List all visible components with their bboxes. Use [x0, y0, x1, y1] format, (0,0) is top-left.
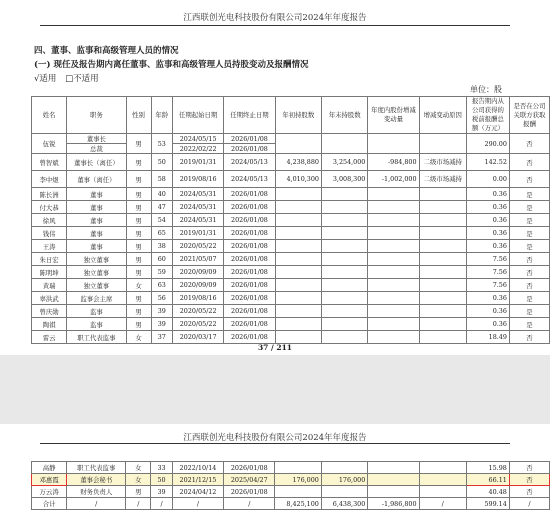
pay-cell: 0.36 — [467, 292, 510, 305]
end-date-cell: 2026/01/08 — [224, 214, 275, 227]
pay-cell: 7.56 — [467, 279, 510, 292]
role-cell: 独立董事 — [67, 253, 126, 266]
sex-cell: 女 — [126, 474, 151, 486]
end-shares-cell: 3,254,000 — [322, 154, 368, 171]
name-cell: 曾智斌 — [32, 154, 67, 171]
sex-cell: 男 — [126, 134, 151, 154]
pay-cell: 599.14 — [466, 498, 509, 510]
shareholding-table — [31, 96, 550, 344]
end-date-cell: 2026/01/08 — [224, 305, 275, 318]
share-change-cell — [368, 279, 419, 292]
change-reason-cell — [419, 486, 466, 498]
table-row — [32, 292, 550, 305]
age-cell: 54 — [151, 214, 172, 227]
applicability-options — [34, 72, 99, 84]
name-cell: 万云涛 — [32, 486, 67, 498]
end-shares-cell — [322, 253, 368, 266]
column-header: 增减变动原因 — [419, 97, 466, 134]
column-header: 性别 — [126, 97, 151, 134]
change-reason-cell — [419, 462, 466, 474]
end-shares-cell — [322, 201, 368, 214]
header-rule — [40, 25, 510, 26]
change-reason-cell — [419, 227, 466, 240]
related-pay-cell: 否 — [509, 486, 549, 498]
start-date-cell: 2024/05/31 — [172, 188, 223, 201]
table-header-row — [32, 97, 550, 134]
end-date-cell: 2024/05/13 — [224, 171, 275, 188]
table-row — [32, 266, 550, 279]
end-shares-cell — [322, 331, 368, 344]
end-date-cell: 2026/01/08 — [224, 292, 275, 305]
end-shares-cell — [322, 240, 368, 253]
end-date-cell: 2026/01/08 — [224, 486, 275, 498]
start-shares-cell — [275, 253, 321, 266]
end-date-cell: 2026/01/08 — [224, 134, 275, 144]
table-row — [32, 498, 550, 510]
table-row — [32, 305, 550, 318]
pay-cell: 0.36 — [467, 201, 510, 214]
end-shares-cell — [322, 266, 368, 279]
sex-cell: 男 — [126, 240, 151, 253]
start-shares-cell — [275, 201, 321, 214]
pay-cell: 0.36 — [467, 305, 510, 318]
related-pay-cell: 是 — [509, 214, 549, 227]
role-cell: 独立董事 — [67, 279, 126, 292]
age-cell: 59 — [151, 266, 172, 279]
start-shares-cell — [275, 279, 321, 292]
age-cell: 56 — [151, 292, 172, 305]
page-header: 江西联创光电科技股份有限公司2024年年度报告 — [183, 13, 367, 23]
table-row — [32, 279, 550, 292]
share-change-cell — [368, 266, 419, 279]
start-date-cell: 2020/03/17 — [172, 331, 223, 344]
role-cell: 职工代表监事 — [67, 331, 126, 344]
end-shares-cell — [322, 188, 368, 201]
table-cell — [322, 134, 368, 154]
share-change-cell — [368, 201, 419, 214]
related-pay-cell: 否 — [509, 266, 549, 279]
related-pay-cell: 是 — [509, 201, 549, 214]
share-change-cell: -1,986,800 — [368, 498, 419, 510]
role-cell: 总裁 — [67, 144, 126, 154]
share-change-cell — [368, 474, 419, 486]
age-cell: 39 — [151, 305, 172, 318]
sex-cell: 男 — [126, 486, 151, 498]
pay-cell: 290.00 — [467, 134, 510, 154]
start-date-cell: 2021/12/15 — [172, 474, 223, 486]
role-cell: 董事 — [67, 227, 126, 240]
end-date-cell: 2026/01/08 — [224, 279, 275, 292]
report-page-38 — [0, 424, 550, 518]
role-cell: 董事 — [67, 214, 126, 227]
age-cell: 58 — [151, 171, 172, 188]
role-cell: 监事 — [67, 305, 126, 318]
column-header: 任期起始日期 — [172, 97, 223, 134]
sex-cell: 男 — [126, 201, 151, 214]
change-reason-cell — [419, 253, 466, 266]
start-date-cell: 2024/05/15 — [172, 134, 223, 144]
start-shares-cell — [275, 462, 321, 474]
share-change-cell — [368, 214, 419, 227]
change-reason-cell — [419, 331, 466, 344]
sex-cell: 男 — [126, 171, 151, 188]
end-shares-cell — [321, 486, 367, 498]
column-header: 年度内股份增减变动量 — [368, 97, 419, 134]
pay-cell: 142.52 — [467, 154, 510, 171]
end-shares-cell — [321, 462, 367, 474]
end-shares-cell — [322, 318, 368, 331]
name-cell: 邓惠霞 — [32, 474, 67, 486]
sex-cell: / — [126, 498, 151, 510]
end-date-cell: 2024/05/13 — [224, 154, 275, 171]
related-pay-cell: 否 — [509, 253, 549, 266]
table-row — [32, 171, 550, 188]
change-reason-cell — [419, 318, 466, 331]
start-date-cell: 2022/10/14 — [172, 462, 223, 474]
name-cell: 曾庆勋 — [32, 305, 67, 318]
age-cell: 39 — [151, 318, 172, 331]
name-cell: 陈长洲 — [32, 188, 67, 201]
change-reason-cell — [419, 188, 466, 201]
table-row — [32, 462, 550, 474]
end-date-cell: 2026/01/08 — [224, 227, 275, 240]
name-cell: 徐风 — [32, 214, 67, 227]
role-cell: 董事 — [67, 188, 126, 201]
name-cell: 雷云 — [32, 331, 67, 344]
name-cell: 高静 — [32, 462, 67, 474]
change-reason-cell — [419, 279, 466, 292]
pay-cell: 0.36 — [467, 227, 510, 240]
pay-cell: 0.00 — [467, 171, 510, 188]
table-cell — [419, 134, 466, 154]
role-cell: 职工代表监事 — [67, 462, 126, 474]
start-date-cell: 2024/04/12 — [172, 486, 223, 498]
start-shares-cell — [275, 305, 321, 318]
age-cell: 33 — [151, 462, 172, 474]
start-date-cell: 2021/05/07 — [172, 253, 223, 266]
pay-cell: 0.36 — [467, 240, 510, 253]
start-date-cell: 2019/01/31 — [172, 154, 223, 171]
table-cell — [275, 134, 321, 154]
column-header: 任期终止日期 — [224, 97, 275, 134]
name-cell: 辜洪武 — [32, 292, 67, 305]
shareholding-table-continued — [31, 461, 550, 510]
table-row — [32, 188, 550, 201]
applies-label: 适用 — [39, 74, 57, 84]
change-reason-cell — [419, 474, 466, 486]
end-shares-cell — [322, 214, 368, 227]
name-cell: 王涛 — [32, 240, 67, 253]
related-pay-cell: 否 — [509, 474, 549, 486]
related-pay-cell: 否 — [509, 134, 549, 154]
age-cell: 38 — [151, 240, 172, 253]
role-cell: / — [67, 498, 126, 510]
share-change-cell — [368, 253, 419, 266]
sex-cell: 女 — [126, 279, 151, 292]
sex-cell: 男 — [126, 266, 151, 279]
start-date-cell: 2020/05/22 — [172, 240, 223, 253]
share-change-cell — [368, 292, 419, 305]
sex-cell: 男 — [126, 227, 151, 240]
sex-cell: 女 — [126, 462, 151, 474]
related-pay-cell: 是 — [509, 227, 549, 240]
start-shares-cell: 4,010,300 — [275, 171, 321, 188]
end-shares-cell — [322, 279, 368, 292]
role-cell: 监事 — [67, 318, 126, 331]
name-cell: 付大恭 — [32, 201, 67, 214]
section-title: 四、董事、监事和高级管理人员的情况 — [34, 46, 179, 56]
role-cell: 独立董事 — [67, 266, 126, 279]
end-date-cell: 2026/01/08 — [224, 240, 275, 253]
start-shares-cell: 176,000 — [275, 474, 321, 486]
role-cell: 董事长 — [67, 134, 126, 144]
change-reason-cell — [419, 266, 466, 279]
related-pay-cell: 否 — [509, 331, 549, 344]
share-change-cell: -984,800 — [368, 154, 419, 171]
end-date-cell: 2026/01/08 — [224, 331, 275, 344]
column-header: 职务 — [67, 97, 126, 134]
table-row — [32, 331, 550, 344]
age-cell: 65 — [151, 227, 172, 240]
end-shares-cell: 176,000 — [321, 474, 367, 486]
share-change-cell — [368, 486, 419, 498]
age-cell: 50 — [151, 474, 172, 486]
sex-cell: 男 — [126, 188, 151, 201]
change-reason-cell: 二级市场减持 — [419, 154, 466, 171]
start-date-cell: 2020/05/22 — [172, 305, 223, 318]
pay-cell: 7.56 — [467, 253, 510, 266]
related-pay-cell: 是 — [509, 318, 549, 331]
start-date-cell: / — [172, 498, 223, 510]
start-shares-cell: 8,425,100 — [275, 498, 321, 510]
end-date-cell: 2026/01/08 — [224, 318, 275, 331]
start-date-cell: 2019/08/16 — [172, 292, 223, 305]
pay-cell: 0.36 — [467, 214, 510, 227]
sex-cell: 男 — [126, 292, 151, 305]
start-shares-cell — [275, 266, 321, 279]
change-reason-cell — [419, 292, 466, 305]
page-number: 37 / 211 — [257, 343, 293, 352]
start-shares-cell — [275, 240, 321, 253]
end-date-cell: 2026/01/08 — [224, 266, 275, 279]
column-header: 年初持股数 — [275, 97, 321, 134]
start-shares-cell — [275, 214, 321, 227]
related-pay-cell: 否 — [509, 154, 549, 171]
role-cell: 董事长（离任） — [67, 154, 126, 171]
name-cell: 钱伟 — [32, 227, 67, 240]
unit-label: 单位：股 — [470, 85, 502, 94]
table-row — [32, 486, 550, 498]
start-shares-cell — [275, 318, 321, 331]
role-cell: 董事会秘书 — [67, 474, 126, 486]
share-change-cell — [368, 462, 419, 474]
table-row — [32, 474, 550, 486]
sex-cell: 女 — [126, 331, 151, 344]
change-reason-cell: 二级市场减持 — [419, 171, 466, 188]
end-date-cell: 2026/01/08 — [224, 188, 275, 201]
start-date-cell: 2024/05/31 — [172, 214, 223, 227]
change-reason-cell: / — [419, 498, 466, 510]
related-pay-cell: 否 — [509, 279, 549, 292]
table-row — [32, 154, 550, 171]
table-row — [32, 240, 550, 253]
sex-cell: 男 — [126, 214, 151, 227]
end-date-cell: 2026/01/08 — [224, 144, 275, 154]
age-cell: 40 — [151, 188, 172, 201]
change-reason-cell — [419, 240, 466, 253]
age-cell: 39 — [151, 486, 172, 498]
name-cell: 李中煜 — [32, 171, 67, 188]
age-cell: 60 — [151, 253, 172, 266]
share-change-cell — [368, 240, 419, 253]
table-cell — [368, 134, 419, 154]
table-row — [32, 134, 550, 144]
start-date-cell: 2020/09/09 — [172, 266, 223, 279]
role-cell: 财务负责人 — [67, 486, 126, 498]
name-cell: 黄瑞 — [32, 279, 67, 292]
pay-cell: 7.56 — [467, 266, 510, 279]
age-cell: 47 — [151, 201, 172, 214]
table-row — [32, 227, 550, 240]
end-shares-cell — [322, 227, 368, 240]
start-shares-cell — [275, 292, 321, 305]
sex-cell: 男 — [126, 154, 151, 171]
column-header: 是否在公司关联方获取报酬 — [509, 97, 549, 134]
subsection-title: (一) 现任及报告期内离任董事、监事和高级管理人员持股变动及报酬情况 — [34, 60, 309, 70]
checked-checkbox-icon: √ — [34, 74, 40, 84]
table-row — [32, 253, 550, 266]
column-header: 报告期内从公司获得的税前报酬总额（万元） — [467, 97, 510, 134]
pay-cell: 18.49 — [467, 331, 510, 344]
page-header: 江西联创光电科技股份有限公司2024年年度报告 — [183, 433, 367, 443]
sex-cell: 男 — [126, 253, 151, 266]
end-date-cell: / — [224, 498, 275, 510]
column-header: 年末持股数 — [322, 97, 368, 134]
age-cell: 50 — [151, 154, 172, 171]
end-date-cell: 2026/01/08 — [224, 201, 275, 214]
related-pay-cell: 否 — [509, 462, 549, 474]
share-change-cell: -1,002,000 — [368, 171, 419, 188]
start-date-cell: 2020/05/22 — [172, 318, 223, 331]
name-cell: 陈明坤 — [32, 266, 67, 279]
change-reason-cell — [419, 201, 466, 214]
related-pay-cell: / — [509, 498, 549, 510]
header-rule — [40, 443, 510, 444]
related-pay-cell: 否 — [509, 171, 549, 188]
start-date-cell: 2019/01/31 — [172, 227, 223, 240]
start-date-cell: 2024/05/31 — [172, 201, 223, 214]
change-reason-cell — [419, 305, 466, 318]
end-shares-cell: 3,008,300 — [322, 171, 368, 188]
start-date-cell: 2019/08/16 — [172, 171, 223, 188]
share-change-cell — [368, 227, 419, 240]
start-shares-cell: 4,238,880 — [275, 154, 321, 171]
related-pay-cell: 是 — [509, 188, 549, 201]
name-cell: 合计 — [32, 498, 67, 510]
age-cell: / — [151, 498, 172, 510]
empty-checkbox-icon: □ — [65, 74, 74, 84]
share-change-cell — [368, 331, 419, 344]
role-cell: 监事会主席 — [67, 292, 126, 305]
end-date-cell: 2025/04/27 — [224, 474, 275, 486]
table-row — [32, 201, 550, 214]
share-change-cell — [368, 318, 419, 331]
start-date-cell: 2020/09/09 — [172, 279, 223, 292]
share-change-cell — [368, 305, 419, 318]
age-cell: 63 — [151, 279, 172, 292]
pay-cell: 0.36 — [467, 188, 510, 201]
name-cell: 陶祺 — [32, 318, 67, 331]
sex-cell: 男 — [126, 318, 151, 331]
end-shares-cell: 6,438,300 — [321, 498, 367, 510]
table-row — [32, 214, 550, 227]
end-date-cell: 2026/01/08 — [224, 253, 275, 266]
table-row — [32, 318, 550, 331]
start-shares-cell — [275, 331, 321, 344]
related-pay-cell: 是 — [509, 240, 549, 253]
not-applies-label: 不适用 — [73, 74, 99, 84]
end-date-cell: 2026/01/08 — [224, 462, 275, 474]
start-date-cell: 2022/02/22 — [172, 144, 223, 154]
age-cell: 37 — [151, 331, 172, 344]
role-cell: 董事 — [67, 240, 126, 253]
role-cell: 董事 — [67, 201, 126, 214]
related-pay-cell: 是 — [509, 292, 549, 305]
age-cell: 53 — [151, 134, 172, 154]
pay-cell: 66.11 — [466, 474, 509, 486]
share-change-cell — [368, 188, 419, 201]
start-shares-cell — [275, 188, 321, 201]
pay-cell: 0.36 — [467, 318, 510, 331]
related-pay-cell: 是 — [509, 305, 549, 318]
role-cell: 董事（离任） — [67, 171, 126, 188]
end-shares-cell — [322, 292, 368, 305]
end-shares-cell — [322, 305, 368, 318]
change-reason-cell — [419, 214, 466, 227]
start-shares-cell — [275, 486, 321, 498]
pay-cell: 40.48 — [466, 486, 509, 498]
name-cell: 伍锐 — [32, 134, 67, 154]
start-shares-cell — [275, 227, 321, 240]
column-header: 年龄 — [151, 97, 172, 134]
name-cell: 朱日宏 — [32, 253, 67, 266]
column-header: 姓名 — [32, 97, 67, 134]
sex-cell: 男 — [126, 305, 151, 318]
pay-cell: 15.98 — [466, 462, 509, 474]
